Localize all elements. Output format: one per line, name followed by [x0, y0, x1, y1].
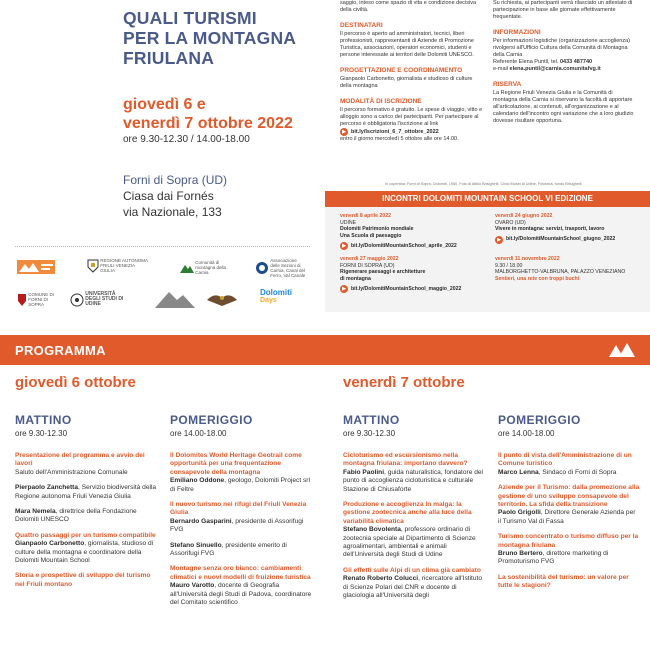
- event-title: Vivere in montagna: servizi, trasporti, lavoro: [495, 226, 605, 233]
- event-date: venerdì 8 aprile 2022: [340, 213, 392, 219]
- speaker-role: , docente di Geografia all'Università degli Studi di Padova, coordinatore del Comitato scientifico: [170, 582, 312, 607]
- talk-title: Aziende per il Turismo: dalla promozione alla gestione di uno sviluppo consapevole del territorio. La sfida della transizione: [498, 484, 640, 509]
- agenda-item: [170, 542, 312, 559]
- mountains-icon: [609, 343, 635, 357]
- agenda-item: [170, 501, 312, 535]
- event-time: ore 9.30-12.30 / 14.00-18.00: [123, 134, 250, 145]
- event-subtitle: di montagna: [340, 275, 371, 282]
- universita-udine-logo: [70, 292, 135, 307]
- divider: [15, 246, 310, 247]
- slot-hours: ore 9.30-12.30: [15, 429, 68, 438]
- event-date: venerdì 27 maggio 2022: [340, 256, 399, 262]
- speaker-name: Mauro Varotto: [170, 582, 215, 590]
- event-item: [495, 213, 645, 244]
- agenda-item: [15, 572, 157, 589]
- talk-details: [15, 469, 157, 477]
- speaker-name: Renato Roberto Colucci: [343, 575, 419, 583]
- intro-text: saggio, inteso come spazio di vita e condizione decisiva della civiltà.: [340, 0, 477, 13]
- registration-link[interactable]: [340, 128, 485, 136]
- email-link[interactable]: elena.puntil@carnia.comunitafvg.it: [509, 66, 601, 72]
- day-heading: venerdì 7 ottobre: [343, 374, 465, 391]
- title-line: FRIULANA: [123, 48, 215, 68]
- agenda-item: [343, 501, 485, 560]
- speaker-name: Marco Lenna: [498, 468, 539, 476]
- talk-title: Il Dolomites World Heritage Geotrail come opportunità per una frequentazione consapevole della montagna: [170, 452, 302, 476]
- speaker-role: , Sindaco di Forni di Sopra: [538, 468, 617, 476]
- speaker-name: Bruno Bertero: [498, 550, 543, 558]
- section-heading: RISERVA: [493, 81, 522, 88]
- slot-hours: ore 14.00-18.00: [170, 429, 227, 438]
- agenda-item: [343, 452, 485, 494]
- associazione-logo: [255, 258, 310, 278]
- logo-label: REGIONE AUTONOMA FRIULI VENEZIA GIULIA: [100, 258, 148, 273]
- talk-details: [343, 575, 485, 600]
- regione-fvg-logo: [87, 258, 157, 273]
- event-title: Sentieri, una rete con troppi buchi: [495, 275, 580, 282]
- speaker-name: Mara Nemela: [15, 508, 56, 516]
- talk-details: [170, 518, 312, 535]
- event-date: venerdì 24 giugno 2022: [495, 213, 553, 219]
- speaker-role: , guida naturalistica, fondatore del punto di accoglienza cicloturistica e culturale Stazione di Chiusaforte: [343, 468, 484, 493]
- section-heading: MODALITÀ DI ISCRIZIONE: [340, 98, 422, 105]
- agenda-list: [15, 452, 157, 596]
- slot-name: MATTINO: [15, 413, 72, 427]
- talk-title: Storia e prospettive di sviluppo del turismo nel Friuli montano: [15, 572, 151, 588]
- speaker-name: Emiliano Oddone: [170, 477, 225, 485]
- event-link[interactable]: [495, 236, 645, 244]
- logo-label: COMUNE DI FORNI DI SOPRA: [28, 292, 55, 307]
- talk-title: Turismo concentrato o turismo diffuso per la montagna friulana: [498, 533, 639, 549]
- event-link[interactable]: [340, 242, 490, 250]
- speaker-name: Pierpaolo Zanchetta: [15, 484, 79, 492]
- slot-header: [498, 413, 581, 438]
- event-subtitle: Una Scuola di paesaggio: [340, 232, 402, 239]
- talk-title: Cicloturismo ed escursionismo nella montagna friulana: importano davvero?: [343, 452, 468, 468]
- info-column-left: [340, 0, 485, 143]
- slot-name: POMERIGGIO: [498, 413, 581, 427]
- agenda-list: [343, 452, 485, 608]
- speaker-role: , giornalista, studioso di culture della montagna e coordinatore della Dolomiti Mountain School: [15, 540, 154, 565]
- speaker-role: , ricercatore all'Istituto di Scienze Polari del CNR e docente di glaciologia all'Università degli: [343, 575, 483, 600]
- slot-hours: ore 9.30-12.30: [343, 429, 396, 438]
- agenda-item: [15, 484, 157, 501]
- phone-number: 0433 487740: [559, 59, 593, 65]
- agenda-item: [170, 452, 312, 494]
- event-title: Dolomiti Patrimonio mondiale: [340, 226, 414, 233]
- agenda-item: [498, 574, 640, 591]
- deadline-text: entro il giorno mercoledì 5 ottobre alle ore 14.00.: [340, 136, 459, 142]
- dolomiti-mountain-school-box: [325, 191, 650, 312]
- event-date: venerdì 11 novembre 2022: [495, 256, 560, 262]
- email-line: [493, 66, 638, 73]
- event-item: [340, 256, 490, 293]
- logo-label: Comunità di montagna della Carnia: [195, 260, 227, 275]
- event-title: [123, 8, 313, 68]
- speaker-name: Gianpaolo Carbonetto: [15, 540, 85, 548]
- speaker-name: Stefano Sinuello: [170, 541, 222, 549]
- agenda-item: [498, 452, 640, 477]
- date-line: giovedì 6 e: [123, 96, 206, 113]
- title-line: PER LA MONTAGNA: [123, 28, 297, 48]
- speaker-role: , direttrice della Fondazione Dolomiti UNESCO: [15, 508, 137, 524]
- agenda-item: [170, 565, 312, 607]
- talk-title: Quattro passaggi per un turismo compatibile: [15, 531, 156, 539]
- programma-banner: [0, 335, 650, 365]
- talk-details: [15, 508, 157, 525]
- email-label: e-mail: [493, 66, 508, 72]
- dolomiti-days-logo: Dolomiti Days: [260, 288, 292, 304]
- event-link[interactable]: [340, 285, 490, 293]
- location-address: via Nazionale, 133: [123, 205, 222, 219]
- section-text: Per informazioni logistiche (organizzazione accoglienza) rivolgersi all'Ufficio Cultura della Comunità di Montagna della Carnia: [493, 38, 630, 58]
- event-item: [495, 256, 645, 282]
- event-title: Rigenerare paesaggi e architetture: [340, 269, 426, 276]
- event-place: OVARO (UD): [495, 219, 526, 226]
- talk-title: Il punto di vista dell'Amministrazione di un Comune turistico: [498, 452, 632, 468]
- section-heading: PROGETTAZIONE E COORDINAMENTO: [340, 67, 463, 74]
- link-text: bit.ly/DolomitiMountainSchool_aprile_2022: [351, 243, 457, 250]
- speaker-name: Stefano Bovolenta: [343, 526, 401, 534]
- foundation-dolomiti-unesco-logo: [17, 260, 55, 274]
- talk-details: [343, 526, 485, 560]
- dms-heading: INCONTRI DOLOMITI MOUNTAIN SCHOOL VI EDIZIONE: [325, 191, 650, 207]
- slot-header: [15, 413, 72, 438]
- talk-details: [170, 477, 312, 494]
- logo-label: Associazione delle Sezioni di Carnia, Canal del Ferro, Val Canale: [270, 258, 306, 278]
- agenda-list: [170, 452, 312, 615]
- link-text: bit.ly/Iscrizioni_6_7_ottobre_2022: [351, 128, 439, 135]
- event-time: 9.30 / 18.00: [495, 262, 523, 269]
- speaker-role: , geologo, Dolomiti Project srl di Feltre: [170, 477, 310, 493]
- arrow-icon: ▶: [340, 242, 348, 250]
- talk-details: [498, 550, 640, 567]
- talk-details: [15, 540, 157, 565]
- talk-details: [498, 509, 640, 526]
- section-heading: INFORMAZIONI: [493, 29, 541, 36]
- talk-title: Il nuovo turismo nei rifugi del Friuli Venezia Giulia: [170, 501, 307, 517]
- slot-hours: ore 14.00-18.00: [498, 429, 555, 438]
- title-line: QUALI TURISMI: [123, 8, 257, 28]
- mountain-logo: [155, 290, 195, 308]
- contact-line: [493, 59, 638, 66]
- agenda-item: [15, 532, 157, 566]
- section-text: Il percorso è aperto ad amministratori, tecnici, liberi professionisti, rappresentanti di Aziende di Promozione Turistica, associazioni, operatori economici, studenti e persone interessate ai territori delle Dolomiti UNESCO.: [340, 31, 474, 58]
- agenda-item: [15, 508, 157, 525]
- event-place: UDINE: [340, 219, 357, 226]
- talk-title: Produzione e accoglienza in malga: la gestione zootecnica anche alla luce della variabilità climatica: [343, 501, 472, 525]
- speaker-name: Bernardo Gasparini: [170, 517, 232, 525]
- agenda-item: [343, 567, 485, 601]
- speaker-role: , professore ordinario di zootecnia speciale al Dipartimento di Scienze agroalimentari, ambientali e animali dell'Università degli Studi di Udine: [343, 526, 476, 559]
- logo-label: UNIVERSITÀ DEGLI STUDI DI UDINE: [85, 291, 124, 307]
- talk-details: [498, 469, 640, 477]
- talk-details: [15, 484, 157, 501]
- comunita-montagna-carnia-logo: [180, 260, 235, 275]
- talk-details: [343, 469, 485, 494]
- arrow-icon: ▶: [340, 285, 348, 293]
- cover-panel: [0, 0, 325, 325]
- agenda-item: [498, 484, 640, 526]
- slot-name: POMERIGGIO: [170, 413, 253, 427]
- arrow-icon: ▶: [340, 128, 348, 136]
- slot-header: [170, 413, 253, 438]
- speaker-name: Fabio Paolini: [343, 468, 385, 476]
- location-town: Forni di Sopra (UD): [123, 173, 228, 187]
- speaker-role: , Servizio biodiversità della Regione autonoma Friuli Venezia Giulia: [15, 484, 157, 500]
- agenda-item: [498, 533, 640, 567]
- speaker-role: , presidente emerito di Assorifugi FVG: [170, 541, 287, 558]
- talk-details: [170, 582, 312, 607]
- programma-title: PROGRAMMA: [15, 343, 106, 358]
- speaker-name: Paolo Grigolli: [498, 509, 541, 517]
- slot-header: [343, 413, 400, 438]
- speaker-role: , presidente di Assorifugi FVG: [170, 517, 304, 534]
- photo-credit: In copertina: Forni di Sopra, Dolomiti, 1950. Foto di Attilio Brisighelli. Civici Musei di Udine, Fototeca, fondo Brisighelli: [385, 182, 582, 186]
- section-text: La Regione Friuli Venezia Giulia e la Comunità di montagna della Carnia si riservano la facoltà di apportare all'articolazione, ai contenuti, all'organizzazione e al calendario dell'incontro ogni variazione che a loro giudizio dovesse risultare opportuna.: [493, 90, 634, 124]
- section-heading: DESTINATARI: [340, 22, 383, 29]
- event-place: FORNI DI SOPRA (UD): [340, 262, 395, 269]
- event-dates: [123, 95, 293, 133]
- day-heading: giovedì 6 ottobre: [15, 374, 136, 391]
- intro-text: Su richiesta, ai partecipanti verrà rilasciato un attestato di partecipazione in base alle giornate effettivamente frequentate.: [493, 0, 633, 20]
- link-text: bit.ly/DolomitiMountainSchool_maggio_2022: [351, 286, 462, 293]
- eagle-logo: [205, 290, 239, 308]
- section-text: Il percorso formativo è gratuito. Le spese di viaggio, vitto e alloggio sono a carico dei partecipanti. Per partecipare al percorso è obbligatoria l'iscrizione al link: [340, 107, 483, 127]
- info-column-right: [493, 0, 638, 125]
- talk-title: Gli effetti sulle Alpi di un clima già cambiato: [343, 566, 481, 574]
- talk-title: Montagne senza oro bianco: cambiamenti climatici e nuovi modelli di fruizione turistica: [170, 565, 311, 581]
- link-text: bit.ly/DolomitiMountainSchool_giugno_2022: [506, 236, 616, 243]
- talk-details: [170, 542, 312, 559]
- partner-logos: [15, 250, 310, 320]
- location-venue: Ciasa dai Fornés: [123, 189, 214, 203]
- speaker-role: , direttore marketing di Promoturismo FVG: [498, 550, 609, 566]
- event-location: [123, 172, 227, 220]
- agenda-list: [498, 452, 640, 598]
- slot-name: MATTINO: [343, 413, 400, 427]
- speaker-role: , Direttore Generale Azienda per il Turismo Val di Fassa: [498, 509, 636, 525]
- arrow-icon: ▶: [495, 236, 503, 244]
- section-text: Gianpaolo Carbonetto, giornalista e studioso di culture della montagna: [340, 76, 473, 89]
- date-line: venerdì 7 ottobre 2022: [123, 115, 293, 132]
- referent-text: Referente Elena Puntil, tel.: [493, 59, 559, 65]
- comune-forni-logo: [17, 292, 62, 307]
- speaker-role: Saluto dell'Amministrazione Comunale: [15, 468, 128, 476]
- event-item: [340, 213, 490, 250]
- talk-title: Presentazione del programma e avvio dei lavori: [15, 452, 145, 468]
- talk-title: La sostenibilità del turismo: un valore per tutte le stagioni?: [498, 573, 629, 590]
- agenda-item: [15, 452, 157, 477]
- event-venue: MALBORGHETTO-VALBRUNA, PALAZZO VENEZIANO: [495, 269, 626, 276]
